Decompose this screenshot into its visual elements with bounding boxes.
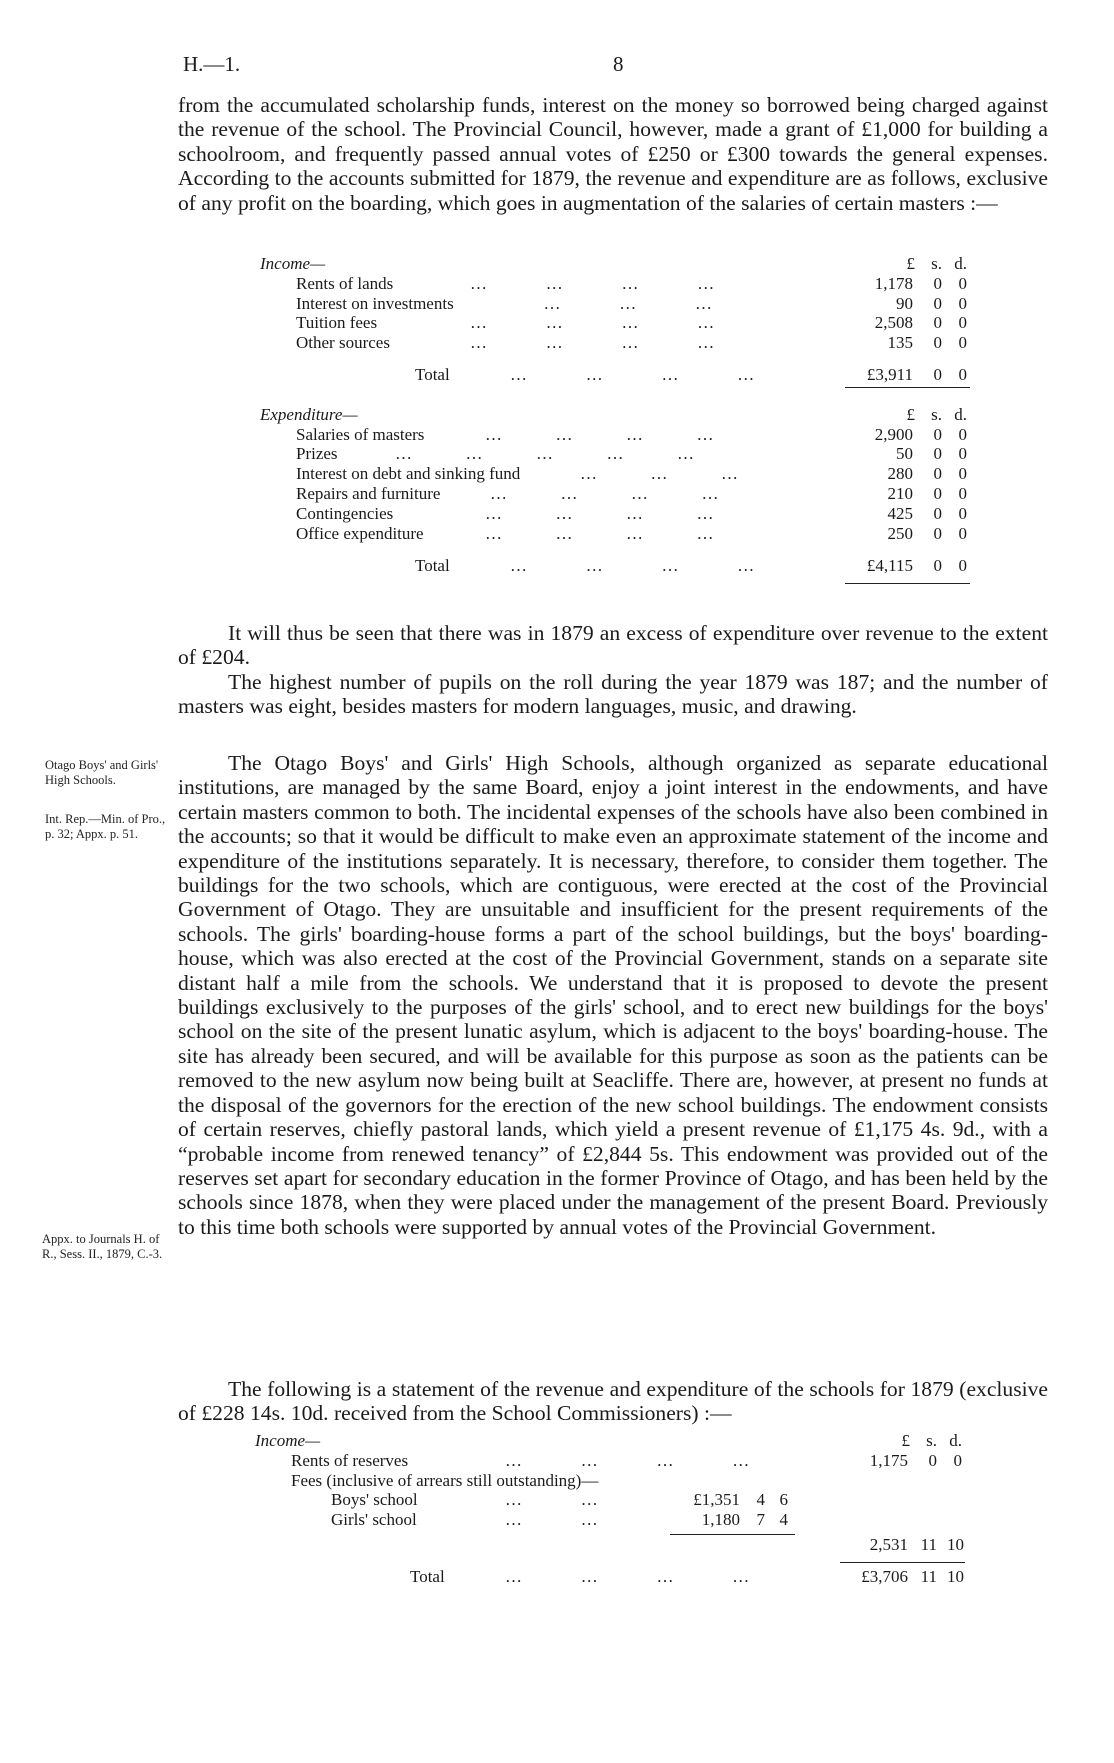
accounts-table-2: Income— £ s. d. Rents of reserves … … … … 1,175 0 0 Fees (inclusive of arrears still outstanding)— Boys' school … … £1,351 4 6 Girls' school … … 1,180 7 4 2,531 11 10 Total … … … … £3,706 11 10 bbox=[255, 1431, 975, 1587]
table-row: Rents of reserves … … … … 1,175 0 0 bbox=[291, 1450, 962, 1470]
pounds-col-header: £ bbox=[906, 254, 915, 273]
income-heading: Income— bbox=[255, 1431, 321, 1450]
paper-reference: H.—1. bbox=[183, 52, 241, 76]
table-row: Boys' school … … £1,351 4 6 bbox=[331, 1490, 788, 1510]
paragraph-4: The Otago Boys' and Girls' High Schools, although organized as separate educational institutions, are managed by the same Board, enjoy a joint interest in the endowments, and have certain masters common to both. The incidental expenses of the schools have also been combined in the accounts; so that it would be difficult to make even an approximate statement of the income and expenditure of the institutions separately. It is necessary, therefore, to consider them together. The buildings for the two schools, which are contiguous, were erected at the cost of the Provincial Government of Otago. They are unsuitable and insufficient for the present requirements of the schools. The girls' boarding-house forms a part of the school buildings, but the boys' boarding-house, which was also erected at the cost of the Provincial Government, stands on a separate site distant half a mile from the schools. We understand that it is proposed to devote the present buildings exclusively to the purposes of the girls' school, and to erect new buildings for the boys' school on the site of the present lunatic asylum, which is adjacent to the boys' boarding-house. The site has already been secured, and will be available for this purpose as soon as the patients can be removed to the new asylum now being built at Seacliffe. There are, however, at present no funds at the disposal of the governors for the erection of the new school buildings. The endowment consists of certain reserves, chiefly pastoral lands, which yield a present revenue of £1,175 4s. 9d., with a “probable income from renewed tenancy” of £2,844 5s. This endowment was provided out of the reserves set apart for secondary education in the former Province of Otago, and has been held by the schools since 1878, when they were placed under the management of the present Board. Previously to this time both schools were supported by annual votes of the Provincial Government. bbox=[178, 751, 1048, 1239]
table-row: Salaries of masters … … … … 2,900 0 0 bbox=[296, 424, 967, 444]
table-row: Other sources … … … … 135 0 0 bbox=[296, 333, 967, 353]
rule bbox=[845, 583, 970, 584]
table-row: Prizes … … … … … 50 0 0 bbox=[296, 444, 967, 464]
total-row: Total … … … … £3,706 11 10 bbox=[410, 1566, 964, 1586]
page-header bbox=[183, 52, 1063, 80]
table-row: Interest on investments … … … 90 0 0 bbox=[296, 293, 967, 313]
margin-note-appendix: Appx. to Journals H. of R., Sess. II., 1879, C.-3. bbox=[42, 1232, 163, 1261]
table-row: Fees (inclusive of arrears still outstanding)— bbox=[291, 1470, 599, 1490]
margin-note-reference: Int. Rep.—Min. of Pro., p. 32; Appx. p. 51. bbox=[45, 812, 166, 841]
table-row: Repairs and furniture … … … … 210 0 0 bbox=[296, 483, 967, 503]
shillings-col-header: s. bbox=[931, 254, 942, 273]
income-total-row: Total … … … … £3,911 0 0 bbox=[415, 364, 967, 384]
rule bbox=[840, 1562, 965, 1563]
rule bbox=[845, 387, 970, 388]
table-row: Office expenditure … … … … 250 0 0 bbox=[296, 523, 967, 543]
accounts-table-1: Income— £ s. d. Rents of lands … … … … 1,178 0 0 Interest on investments … … … 90 0 0 Tuition fees … … … … 2,508 0 0 Other sources … … … … 135 0 0 Total … … … … £3,911 0 0 Expenditure— £ s. d. Salaries of masters … … … … 2,900 0 0 Prizes … … … … … 50 0 0 Interest on debt and sinking fund … … … 280 0 0 Repairs and furniture … … … … 210 0 0 Contingencies … … … … 425 0 0 Office expenditure … … … … 250 0 0 Total … … … … £4,115 0 0 bbox=[260, 254, 980, 576]
margin-note-schools: Otago Boys' and Girls' High Schools. bbox=[45, 758, 159, 787]
expenditure-total-row: Total … … … … £4,115 0 0 bbox=[415, 556, 967, 576]
table-row: Tuition fees … … … … 2,508 0 0 bbox=[296, 313, 967, 333]
page-number: 8 bbox=[613, 52, 624, 76]
income-heading: Income— bbox=[260, 254, 326, 273]
paragraph-3: The highest number of pupils on the roll during the year 1879 was 187; and the number of masters was eight, besides masters for modern languages, music, and drawing. bbox=[178, 670, 1048, 719]
fees-subtotal-row: 2,531 11 10 bbox=[869, 1534, 964, 1554]
paragraph-2: It will thus be seen that there was in 1879 an excess of expenditure over revenue to the extent of £204. bbox=[178, 621, 1048, 670]
table-row: Interest on debt and sinking fund … … … 280 0 0 bbox=[296, 464, 967, 484]
table-row: Contingencies … … … … 425 0 0 bbox=[296, 503, 967, 523]
expenditure-heading: Expenditure— bbox=[260, 404, 358, 424]
table-row: Girls' school … … 1,180 7 4 bbox=[331, 1510, 788, 1530]
paragraph-1: from the accumulated scholarship funds, interest on the money so borrowed being charged against the revenue of the school. The Provincial Council, however, made a grant of £1,000 for building a schoolroom, and frequently passed annual votes of £250 or £300 towards the general expenses. According to the accounts submitted for 1879, the revenue and expenditure are as follows, exclusive of any profit on the boarding, which goes in augmentation of the salaries of certain masters :— bbox=[178, 93, 1048, 215]
paragraph-5: The following is a statement of the revenue and expenditure of the schools for 1879 (exclusive of £228 14s. 10d. received from the School Commissioners) :— bbox=[178, 1377, 1048, 1426]
table-row: Rents of lands … … … … 1,178 0 0 bbox=[296, 273, 967, 293]
pence-col-header: d. bbox=[954, 254, 967, 273]
